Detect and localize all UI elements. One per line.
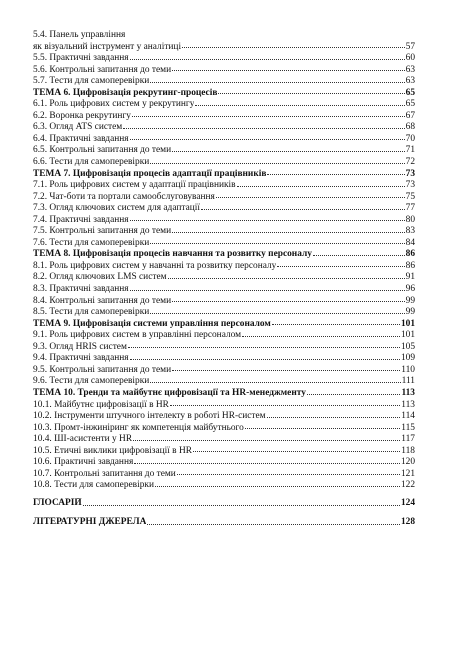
toc-entry-title: ТЕМА 9. Цифровізація системи управління персоналом — [33, 318, 271, 329]
toc-entry — [33, 272, 415, 284]
toc-entry-title: 7.4. Практичні завдання — [33, 214, 129, 225]
toc-entry — [33, 192, 415, 204]
toc-entry — [33, 53, 415, 65]
toc-leader-dots — [150, 312, 404, 314]
toc-entry-title: 7.5. Контрольні запитання до теми — [33, 226, 172, 237]
toc-leader-dots — [216, 196, 405, 198]
toc-entry-title: 8.2. Огляд ключових LMS систем — [33, 272, 167, 283]
toc-leader-dots — [128, 346, 400, 348]
toc-page-number: 65 — [405, 99, 415, 110]
toc-page-number: 96 — [405, 284, 415, 295]
toc-entry-title: 7.1. Роль цифрових систем у адаптації працівників — [33, 180, 236, 191]
toc-leader-dots — [195, 104, 404, 106]
toc-leader-dots — [172, 300, 405, 302]
toc-page-number: 60 — [405, 53, 415, 64]
toc-entry-title: 10.4. ШІ-асистенти у HR — [33, 434, 133, 445]
toc-entry-title: 10.5. Етичні виклики цифровізації в HR — [33, 445, 192, 456]
toc-entry — [33, 284, 415, 296]
toc-leader-dots — [130, 219, 405, 221]
toc-entry — [33, 180, 415, 192]
toc-leader-dots — [267, 416, 401, 418]
toc-leader-dots — [150, 162, 404, 164]
toc-entry — [33, 226, 415, 238]
toc-leader-dots — [134, 462, 400, 464]
toc-page-number: 72 — [405, 157, 415, 168]
toc-entry-title: ТЕМА 8. Цифровізація процесів навчання та розвитку персоналу — [33, 249, 312, 260]
toc-page-number: 65 — [405, 87, 415, 98]
toc-entry-title: 9.6. Тести для самоперевірки — [33, 376, 150, 387]
toc-leader-dots — [172, 69, 405, 71]
toc-page-number: 113 — [401, 399, 415, 410]
toc-page-number: 73 — [405, 168, 415, 179]
toc-leader-dots — [168, 277, 405, 279]
toc-leader-dots — [155, 485, 400, 487]
toc-page-number: 83 — [405, 226, 415, 237]
toc-section-entry — [33, 249, 415, 261]
toc-leader-dots — [237, 185, 405, 187]
toc-entry — [33, 30, 415, 42]
table-of-contents — [33, 30, 415, 530]
toc-entry-title: 6.3. Огляд ATS систем — [33, 122, 123, 133]
toc-entry-title: 6.6. Тести для самоперевірки — [33, 157, 150, 168]
toc-page-number: 128 — [400, 516, 415, 527]
toc-page-number: 118 — [401, 445, 415, 456]
toc-entry — [33, 469, 415, 481]
toc-entry — [33, 215, 415, 227]
toc-entry — [33, 446, 415, 458]
toc-page-number: 101 — [400, 318, 415, 329]
toc-section-entry — [33, 88, 415, 100]
toc-page-number: 77 — [405, 203, 415, 214]
toc-entry-title: 7.6. Тести для самоперевірки — [33, 237, 150, 248]
toc-entry-title: 10.3. Промт-інжиніринг як компетенція майбутнього — [33, 422, 244, 433]
toc-entry-title: ТЕМА 6. Цифровізація рекрутинг-процесів — [33, 87, 218, 98]
toc-page-number: 105 — [400, 341, 415, 352]
toc-entry — [33, 238, 415, 250]
toc-leader-dots — [218, 92, 404, 94]
toc-page-number: 121 — [400, 468, 415, 479]
toc-entry — [33, 307, 415, 319]
toc-page-number: 70 — [405, 133, 415, 144]
toc-leader-dots — [172, 369, 400, 371]
toc-entry — [33, 480, 415, 492]
toc-entry — [33, 261, 415, 273]
toc-entry — [33, 365, 415, 377]
toc-entry — [33, 330, 415, 342]
toc-entry-title: 9.5. Контрольні запитання до теми — [33, 364, 172, 375]
toc-entry — [33, 376, 415, 388]
toc-page-number: 111 — [401, 376, 415, 387]
toc-page-number: 86 — [405, 249, 415, 260]
toc-entry-title: 10.6. Практичні завдання — [33, 457, 134, 468]
toc-section-entry — [33, 319, 415, 331]
toc-leader-dots — [182, 46, 405, 48]
toc-entry-title: 8.3. Практичні завдання — [33, 284, 129, 295]
toc-entry-title: 8.4. Контрольні запитання до теми — [33, 295, 172, 306]
toc-entry — [33, 411, 415, 423]
toc-entry — [33, 76, 415, 88]
toc-leader-dots — [193, 450, 400, 452]
toc-entry-title: 6.2. Воронка рекрутингу — [33, 110, 131, 121]
toc-page-number: 75 — [405, 191, 415, 202]
toc-page-number: 57 — [405, 41, 415, 52]
toc-entry — [33, 65, 415, 77]
toc-entry — [33, 203, 415, 215]
toc-entry-title: 9.3. Огляд HRIS систем — [33, 341, 127, 352]
toc-page-number: 86 — [405, 260, 415, 271]
toc-entry-title: 6.1. Роль цифрових систем у рекрутингу — [33, 99, 195, 110]
toc-entry-title: 6.4. Практичні завдання — [33, 133, 129, 144]
toc-page-number: 109 — [400, 353, 415, 364]
toc-leader-dots — [130, 289, 405, 291]
toc-page-number: 114 — [401, 411, 415, 422]
toc-leader-dots — [201, 208, 405, 210]
toc-leader-dots — [172, 150, 405, 152]
toc-entry — [33, 353, 415, 365]
toc-leader-dots — [150, 381, 400, 383]
toc-leader-dots — [242, 335, 400, 337]
toc-entry-title: 10.8. Тести для самоперевірки — [33, 480, 154, 491]
toc-leader-dots — [133, 439, 400, 441]
toc-page-number: 80 — [405, 214, 415, 225]
toc-page-number: 115 — [401, 422, 415, 433]
toc-page-number: 67 — [405, 110, 415, 121]
toc-page-number: 122 — [400, 480, 415, 491]
toc-leader-dots — [130, 58, 405, 60]
toc-leader-dots — [272, 323, 400, 325]
toc-entry — [33, 145, 415, 157]
toc-entry — [33, 296, 415, 308]
toc-page-number: 91 — [405, 272, 415, 283]
toc-section-entry — [33, 169, 415, 181]
toc-section-entry — [33, 517, 415, 530]
toc-leader-dots — [130, 138, 405, 140]
toc-entry-title: 9.1. Роль цифрових систем в управлінні персоналом — [33, 330, 242, 341]
toc-page-number: 120 — [400, 457, 415, 468]
toc-leader-dots — [307, 393, 401, 395]
toc-leader-dots — [172, 231, 405, 233]
toc-page-number: 101 — [400, 330, 415, 341]
toc-entry-title: 5.4. Панель управління — [33, 30, 126, 40]
toc-leader-dots — [177, 473, 400, 475]
toc-entry — [33, 342, 415, 354]
toc-entry-title: ТЕМА 7. Цифровізація процесів адаптації працівників — [33, 168, 267, 179]
toc-entry-title: ТЕМА 10. Тренди та майбутнє цифровізації та HR-менеджменту — [33, 387, 306, 398]
toc-leader-dots — [132, 115, 405, 117]
toc-entry — [33, 423, 415, 435]
toc-entry-title: ЛІТЕРАТУРНІ ДЖЕРЕЛА — [33, 516, 147, 527]
toc-leader-dots — [130, 358, 400, 360]
toc-entry-title: ГЛОСАРІЙ — [33, 497, 82, 508]
toc-entry — [33, 99, 415, 111]
toc-entry-title: 10.1. Майбутнє цифровізації в HR — [33, 399, 169, 410]
toc-leader-dots — [83, 504, 400, 506]
toc-leader-dots — [277, 265, 404, 267]
toc-entry-title: 5.6. Контрольні запитання до теми — [33, 64, 172, 75]
toc-entry-title: як візуальний інструмент у аналітиці — [33, 41, 182, 52]
toc-section-entry — [33, 498, 415, 511]
toc-entry-title: 10.2. Інструменти штучного інтелекту в роботі HR-систем — [33, 411, 266, 422]
toc-page-number: 117 — [401, 434, 415, 445]
toc-section-entry — [33, 388, 415, 400]
toc-page-number: 71 — [405, 145, 415, 156]
toc-page-number: 63 — [405, 76, 415, 87]
toc-entry-title: 8.1. Роль цифрових систем у навчанні та розвитку персоналу — [33, 260, 277, 271]
toc-page-number: 63 — [405, 64, 415, 75]
toc-entry — [33, 42, 415, 54]
toc-page-number: 84 — [405, 237, 415, 248]
toc-leader-dots — [126, 36, 414, 37]
toc-entry — [33, 434, 415, 446]
toc-leader-dots — [123, 127, 404, 129]
toc-entry — [33, 134, 415, 146]
toc-entry-title: 5.5. Практичні завдання — [33, 53, 129, 64]
toc-page-number: 73 — [405, 180, 415, 191]
toc-page-number: 99 — [405, 295, 415, 306]
toc-leader-dots — [267, 173, 404, 175]
toc-leader-dots — [245, 427, 400, 429]
toc-page-number: 99 — [405, 307, 415, 318]
toc-entry-title: 10.7. Контрольні запитання до теми — [33, 468, 176, 479]
toc-leader-dots — [313, 254, 405, 256]
toc-leader-dots — [150, 81, 404, 83]
toc-page-number: 110 — [401, 364, 415, 375]
toc-entry-title: 7.3. Огляд ключових систем для адаптації — [33, 203, 200, 214]
toc-entry-title: 7.2. Чат-боти та портали самообслуговування — [33, 191, 215, 202]
toc-leader-dots — [170, 404, 400, 406]
toc-entry — [33, 122, 415, 134]
toc-entry-title: 6.5. Контрольні запитання до теми — [33, 145, 172, 156]
toc-leader-dots — [150, 242, 404, 244]
toc-entry — [33, 400, 415, 412]
toc-entry — [33, 457, 415, 469]
toc-page-number: 113 — [401, 387, 415, 398]
toc-page-number: 124 — [400, 497, 415, 508]
toc-entry-title: 5.7. Тести для самоперевірки — [33, 76, 150, 87]
toc-leader-dots — [147, 523, 400, 525]
toc-entry — [33, 157, 415, 169]
toc-page-number: 68 — [405, 122, 415, 133]
toc-entry — [33, 111, 415, 123]
toc-entry-title: 8.5. Тести для самоперевірки — [33, 307, 150, 318]
toc-entry-title: 9.4. Практичні завдання — [33, 353, 129, 364]
